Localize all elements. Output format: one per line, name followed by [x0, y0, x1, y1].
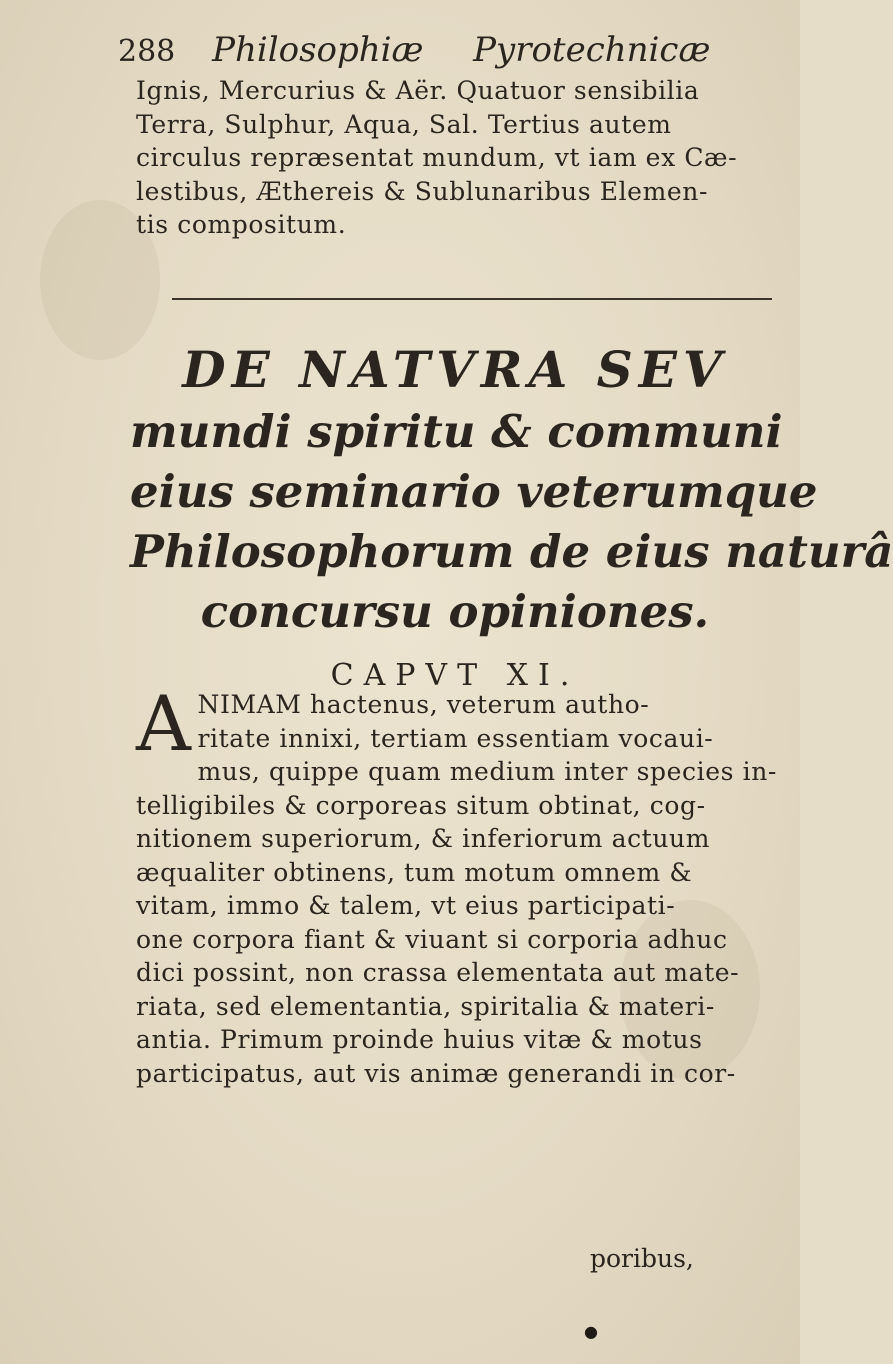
body-line: æqualiter obtinens, tum motum omnem & — [136, 857, 693, 887]
drop-cap: A — [136, 679, 192, 768]
title-line: concursu opiniones. — [200, 585, 710, 638]
title-line: DE NATVRA SEV — [182, 340, 728, 399]
ornament-dot-icon: ● — [584, 1322, 598, 1341]
body-line: ritate innixi, tertiam essentiam vocaui- — [197, 723, 714, 753]
body-line: one corpora fiant & viuant si corporia adhuc — [136, 924, 728, 954]
title-line: Philosophorum de eius naturâ — [130, 525, 893, 578]
intro-line: tis compositum. — [136, 210, 347, 239]
title-line: mundi spiritu & communi — [130, 405, 783, 458]
body-line: riata, sed elementantia, spiritalia & materi- — [136, 991, 715, 1021]
body-line: antia. Primum proinde huius vitæ & motus — [136, 1025, 703, 1054]
intro-line: lestibus, Æthereis & Sublunaribus Elemen- — [136, 176, 709, 206]
title-line: eius seminario veterumque — [130, 465, 818, 518]
running-title-2: Pyrotechnicæ — [473, 30, 711, 70]
page-number: 288 — [118, 34, 176, 69]
body-line: participatus, aut vis animæ generandi in cor- — [136, 1058, 736, 1088]
chapter-heading: CAPVT XI. — [330, 658, 580, 693]
chapter-title — [130, 338, 893, 642]
main-paragraph — [136, 679, 777, 1090]
running-header — [118, 30, 758, 78]
intro-line: circulus repræsentat mundum, vt iam ex Cæ- — [136, 143, 738, 172]
body-line: dici possint, non crassa elementata aut mate- — [136, 958, 740, 987]
catchword: poribus, — [590, 1244, 694, 1273]
body-line: telligibiles & corporeas situm obtinat, cog- — [136, 790, 706, 820]
running-title-1: Philosophiæ — [212, 30, 424, 70]
body-line: vitam, immo & talem, vt eius participati- — [136, 891, 676, 920]
section-rule — [172, 298, 772, 300]
intro-paragraph — [136, 74, 776, 242]
body-line: NIMAM hactenus, veterum autho- — [197, 690, 650, 719]
intro-line: Terra, Sulphur, Aqua, Sal. Tertius autem — [136, 109, 672, 139]
intro-line: Ignis, Mercurius & Aër. Quatuor sensibilia — [136, 76, 700, 105]
body-line: mus, quippe quam medium inter species in- — [197, 757, 777, 786]
body-line: nitionem superiorum, & inferiorum actuum — [136, 824, 711, 853]
